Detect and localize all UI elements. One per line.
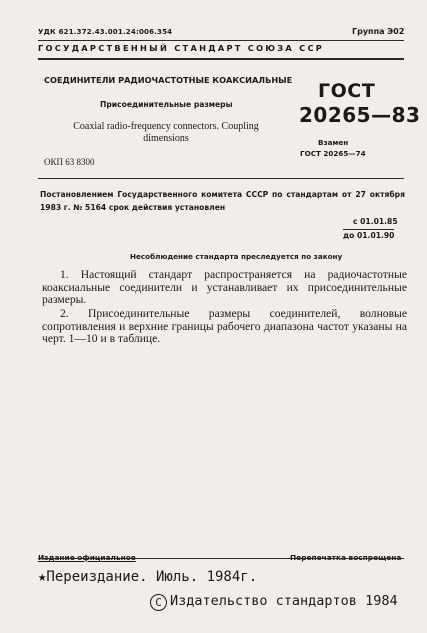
gost-number: 20265—83 [299,103,421,127]
decree-text: Постановлением Государственного комитета СССР по стандартам от 27 октября 1983 г. № 5164 срок действия установлен [40,190,405,212]
footer-rule [38,558,404,559]
header-rule [38,58,404,60]
copyright-text: Издательство стандартов 1984 [170,593,398,609]
reissue-note: ★Переиздание. Июль. 1984г. [38,569,258,585]
paragraph-2: 2. Присоединительные размеры соединителей, волновые сопротивления и верхние границы рабочего диапазона частот указаны на черт. 1—10 и в таблице. [42,307,407,346]
standard-title: ГОСУДАРСТВЕННЫЙ СТАНДАРТ СОЮЗА ССР [38,43,325,53]
document-name-ru: СОЕДИНИТЕЛИ РАДИОЧАСТОТНЫЕ КОАКСИАЛЬНЫЕ [44,75,293,85]
top-rule [38,40,404,41]
date-from: с 01.01.85 [353,217,398,226]
replaces-label: Взамен [318,138,349,147]
paragraph-1: 1. Настоящий стандарт распространяется на радиочастотные коаксиальные соединители и устанавливает их присоединительные размеры. [42,268,407,307]
date-to: до 01.01.90 [343,231,395,240]
gost-label: ГОСТ [318,80,376,102]
okp-code: ОКП 63 8300 [44,157,95,167]
legal-warning: Несоблюдение стандарта преследуется по закону [130,252,343,261]
group-code: Группа Э02 [352,27,405,36]
udk-code: УДК 621.372.43.001.24:006.354 [38,28,173,36]
document-name-en: Coaxial radio-frequency connectors. Coupling dimensions [73,121,259,144]
replaces-doc: ГОСТ 20265—74 [300,149,366,158]
copyright-line [150,593,398,611]
copyright-icon: С [150,594,167,611]
document-subname-ru: Присоединительные размеры [100,100,233,109]
title-rule [38,178,404,179]
